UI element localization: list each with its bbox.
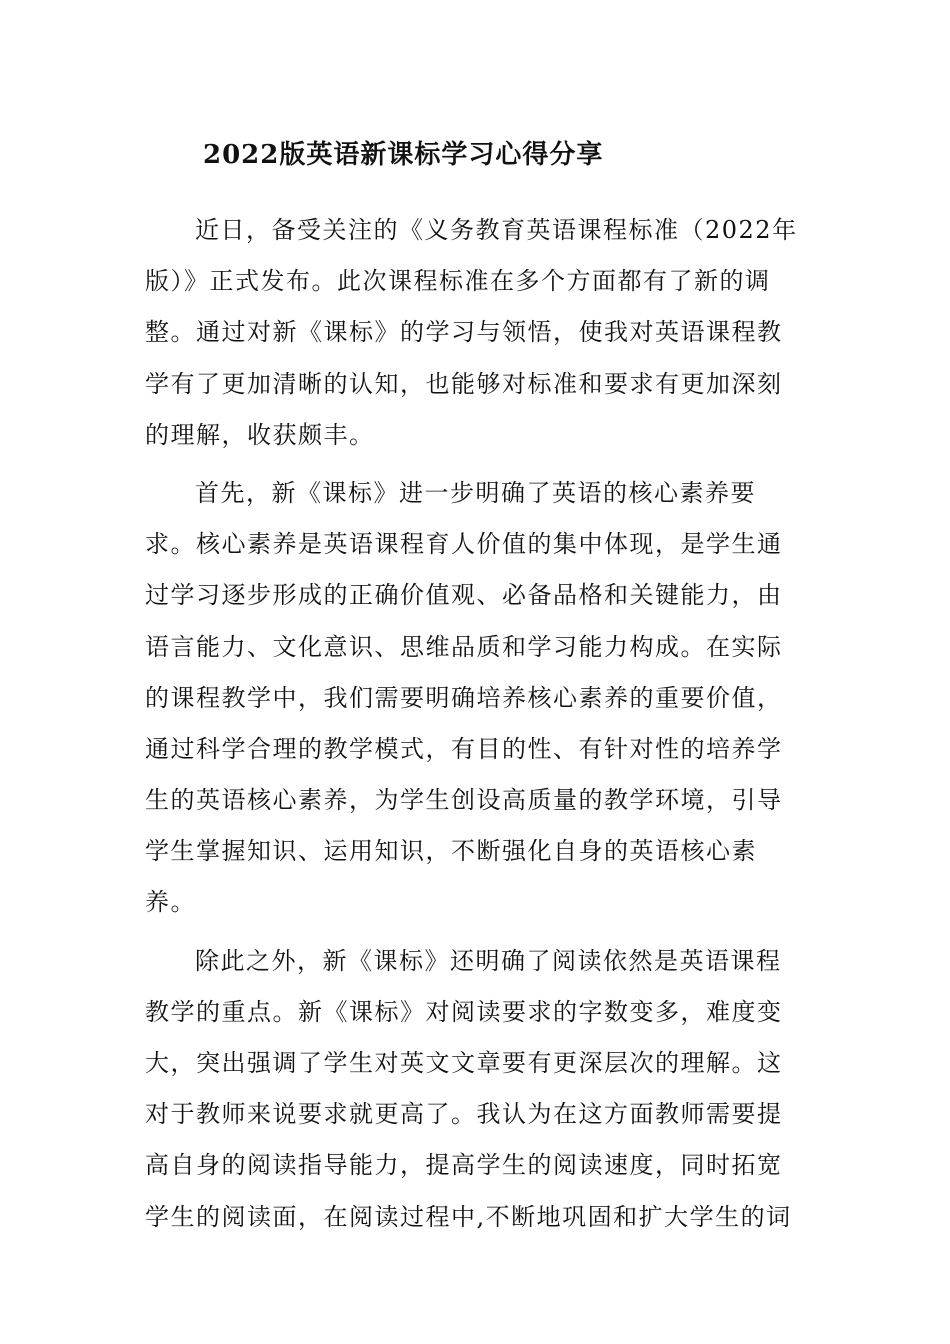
- paragraph-line: 教学的重点。新《课标》对阅读要求的字数变多，难度变: [145, 997, 783, 1026]
- document-title: 2022版英语新课标学习心得分享: [203, 140, 604, 170]
- paragraph-line: 语言能力、文化意识、思维品质和学习能力构成。在实际: [145, 632, 783, 661]
- paragraph-line: 除此之外，新《课标》还明确了阅读依然是英语课程: [195, 946, 782, 975]
- paragraph-line: 通过科学合理的教学模式，有目的性、有针对性的培养学: [145, 734, 783, 763]
- paragraph-line: 学有了更加清晰的认知，也能够对标准和要求有更加深刻: [145, 369, 783, 398]
- paragraph-line: 近日，备受关注的《义务教育英语课程标准（2022年: [195, 216, 798, 244]
- paragraph-line: 对于教师来说要求就更高了。我认为在这方面教师需要提: [145, 1100, 783, 1129]
- paragraph-line: 养。: [145, 888, 196, 917]
- paragraph-gap: [145, 929, 795, 936]
- document-body: [145, 205, 798, 1243]
- paragraph-line: 整。通过对新《课标》的学习与领悟，使我对英语课程教: [145, 318, 783, 347]
- paragraph-line: 版）》正式发布。此次课程标准在多个方面都有了新的调: [145, 267, 771, 296]
- paragraph-line: 学生的阅读面，在阅读过程中,不断地巩固和扩大学生的词: [145, 1202, 792, 1231]
- paragraph-line: 高自身的阅读指导能力，提高学生的阅读速度，同时拓宽: [145, 1151, 783, 1180]
- paragraph-gap: [145, 461, 795, 468]
- paragraph-reading: [145, 936, 795, 1243]
- paragraph-line: 大，突出强调了学生对英文文章要有更深层次的理解。这: [145, 1049, 783, 1077]
- paragraph-line: 首先，新《课标》进一步明确了英语的核心素养要: [195, 478, 756, 507]
- paragraph-line: 学生掌握知识、运用知识，不断强化自身的英语核心素: [145, 837, 757, 866]
- paragraph-intro: [145, 205, 798, 461]
- paragraph-line: 的理解，收获颇丰。: [145, 420, 375, 449]
- paragraph-line: 的课程教学中，我们需要明确培养核心素养的重要价值，: [145, 683, 783, 712]
- paragraph-line: 生的英语核心素养，为学生创设高质量的教学环境，引导: [145, 786, 783, 815]
- paragraph-core-literacy: [145, 468, 795, 929]
- paragraph-line: 过学习逐步形成的正确价值观、必备品格和关键能力，由: [145, 581, 783, 610]
- paragraph-line: 求。核心素养是英语课程育人价值的集中体现，是学生通: [145, 530, 783, 559]
